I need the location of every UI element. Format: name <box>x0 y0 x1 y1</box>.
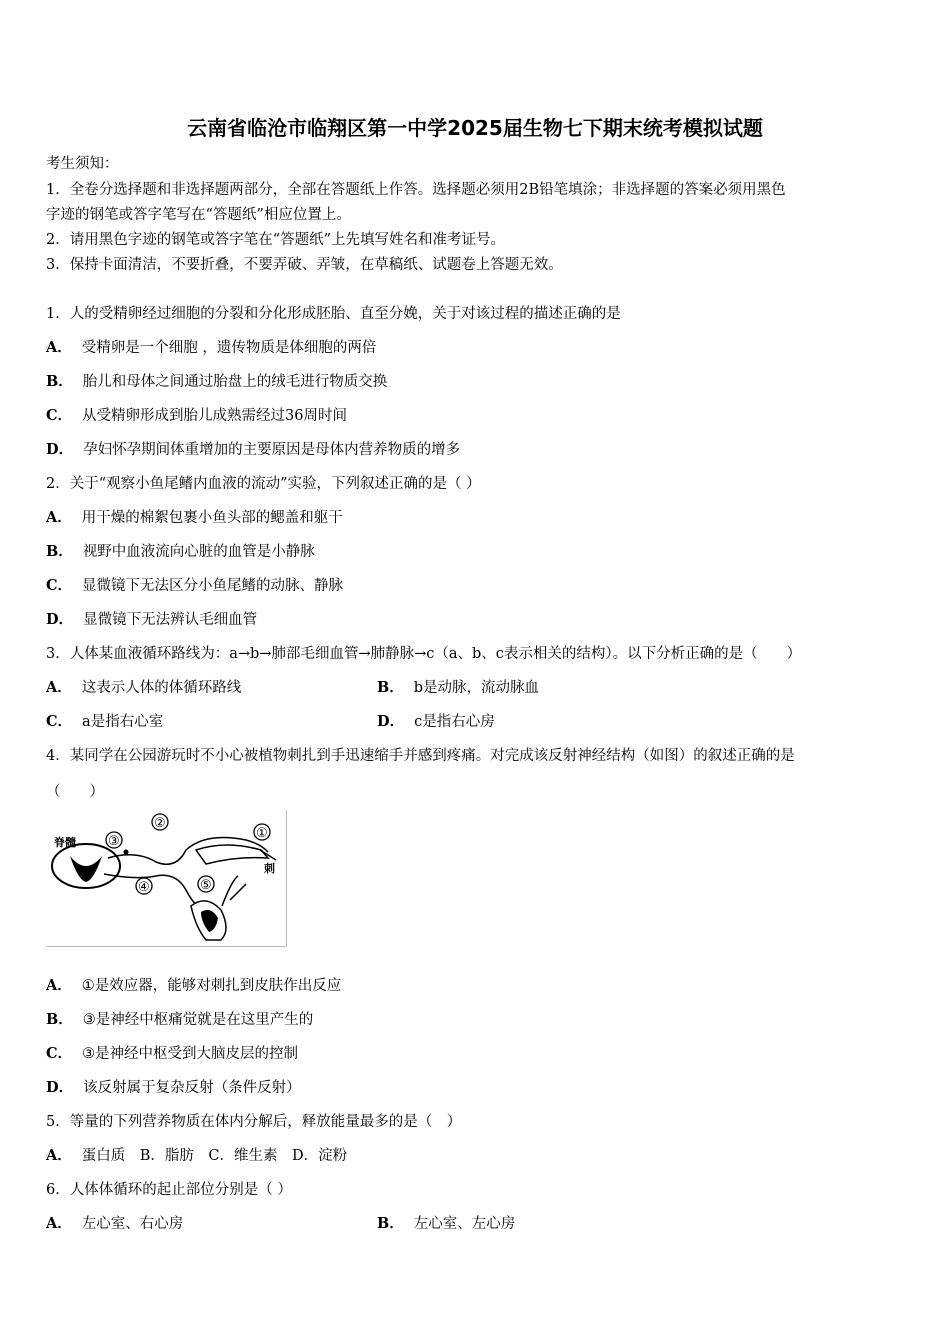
question-6-option-b <box>377 1212 515 1233</box>
hand-fingers <box>222 876 246 906</box>
option-label: B． <box>377 1215 404 1232</box>
question-2-option-b <box>46 540 315 561</box>
label-5: ⑤ <box>200 878 212 893</box>
option-text: 视野中血液流向心脏的血管是小静脉 <box>82 544 315 560</box>
question-4-option-b <box>46 1008 313 1029</box>
option-text: 显微镜下无法区分小鱼尾鳍的动脉、静脉 <box>82 578 344 594</box>
notice-item: 3．保持卡面清洁，不要折叠，不要弄破、弄皱，在草稿纸、试题卷上答题无效。 <box>46 257 563 273</box>
question-4-stem: 4．某同学在公园游玩时不小心被植物刺扎到手迅速缩手并感到疼痛。对完成该反射神经结构（如图）的叙述正确的是 <box>46 748 795 764</box>
option-text: 该反射属于复杂反射（条件反射） <box>83 1080 301 1096</box>
option-label: A． <box>46 509 72 526</box>
option-text: 左心室、左心房 <box>413 1216 516 1232</box>
option-text: a是指右心室 <box>82 714 164 730</box>
question-6-stem: 6．人体体循环的起止部位分别是（ ） <box>46 1182 292 1198</box>
question-4-option-c <box>46 1042 298 1063</box>
question-2-option-c <box>46 574 343 595</box>
option-text: ③是神经中枢痛觉就是在这里产生的 <box>82 1012 314 1028</box>
stimulus-label: 刺 <box>264 862 275 875</box>
option-label: B． <box>46 543 73 560</box>
option-label: B． <box>377 679 404 696</box>
option-text: 胎儿和母体之间通过胎盘上的绒毛进行物质交换 <box>82 374 388 390</box>
option-text: 显微镜下无法辨认毛细血管 <box>83 612 258 628</box>
option-label: C． <box>46 1045 73 1062</box>
page-title: 云南省临沧市临翔区第一中学2025届生物七下期末统考模拟试题 <box>187 116 763 140</box>
option-text: 受精卵是一个细胞 ，遗传物质是体细胞的两倍 <box>81 340 377 356</box>
question-2-stem: 2．关于“观察小鱼尾鳍内血液的流动”实验，下列叙述正确的是（ ） <box>46 476 481 492</box>
spinal-cord-label: 脊髓 <box>54 836 76 849</box>
option-label: D． <box>46 441 74 458</box>
option-text: 蛋白质 B．脂肪 C．维生素 D．淀粉 <box>81 1148 348 1164</box>
question-4-option-a <box>46 974 341 995</box>
question-5-options <box>46 1144 347 1165</box>
option-label: C． <box>46 713 73 730</box>
question-1-option-b <box>46 370 387 391</box>
question-4-stem-paren: （ ） <box>46 784 104 800</box>
option-text: 左心室、右心房 <box>81 1216 184 1232</box>
option-label: A． <box>46 1215 72 1232</box>
option-text: 用干燥的棉絮包裹小鱼头部的鳃盖和躯干 <box>81 510 343 526</box>
option-label: C． <box>46 577 73 594</box>
option-text: 孕妇怀孕期间体重增加的主要原因是母体内营养物质的增多 <box>83 442 461 458</box>
option-label: C． <box>46 407 73 424</box>
question-3-option-c <box>46 710 163 731</box>
question-1-stem: 1．人的受精卵经过细胞的分裂和分化形成胚胎、直至分娩，关于对该过程的描述正确的是 <box>46 306 621 322</box>
question-6-option-a <box>46 1212 183 1233</box>
option-label: D． <box>46 1079 74 1096</box>
notice-item: 1．全卷分选择题和非选择题两部分，全部在答题纸上作答。选择题必须用2B铅笔填涂；非选择题的答案必须用黑色 <box>46 182 786 198</box>
notice-heading: 考生须知： <box>46 156 119 172</box>
ganglion-dot <box>124 850 129 855</box>
option-label: A． <box>46 1147 72 1164</box>
question-5-stem: 5．等量的下列营养物质在体内分解后，释放能量最多的是（ ） <box>46 1114 462 1130</box>
question-1-option-a <box>46 336 376 357</box>
option-text: 这表示人体的体循环路线 <box>81 680 242 696</box>
option-text: 从受精卵形成到胎儿成熟需经过36周时间 <box>82 408 347 424</box>
option-label: A． <box>46 977 72 994</box>
option-text: c是指右心房 <box>414 714 495 730</box>
question-2-option-a <box>46 506 343 527</box>
label-2: ② <box>154 816 166 831</box>
reflex-arc-figure <box>46 810 287 947</box>
question-2-option-d <box>46 608 257 629</box>
label-1: ① <box>256 826 268 841</box>
question-1-option-d <box>46 438 460 459</box>
question-4-option-d <box>46 1076 301 1097</box>
arm-upper-shape <box>196 845 268 864</box>
option-label: D． <box>46 611 74 628</box>
label-4: ④ <box>138 880 150 895</box>
question-1-option-c <box>46 404 347 425</box>
reflex-arc-diagram <box>46 810 286 946</box>
question-3-option-b <box>377 676 539 697</box>
option-label: D． <box>377 713 405 730</box>
option-text: ③是神经中枢受到大脑皮层的控制 <box>82 1046 299 1062</box>
label-3: ③ <box>108 834 120 849</box>
option-label: A． <box>46 679 72 696</box>
notice-item: 字迹的钢笔或答字笔写在“答题纸”相应位置上。 <box>46 207 351 223</box>
option-text: ①是效应器，能够对刺扎到皮肤作出反应 <box>81 978 342 994</box>
option-label: A． <box>46 339 72 356</box>
question-3-option-a <box>46 676 241 697</box>
option-text: b是动脉，流动脉血 <box>413 680 540 696</box>
question-3-option-d <box>377 710 495 731</box>
question-3-stem: 3．人体某血液循环路线为：a→b→肺部毛细血管→肺静脉→c（a、b、c表示相关的结构）。以下分析正确的是（ ） <box>46 646 802 662</box>
notice-item: 2．请用黑色字迹的钢笔或答字笔在“答题纸”上先填写姓名和准考证号。 <box>46 232 506 248</box>
option-label: B． <box>46 1011 73 1028</box>
option-label: B． <box>46 373 73 390</box>
